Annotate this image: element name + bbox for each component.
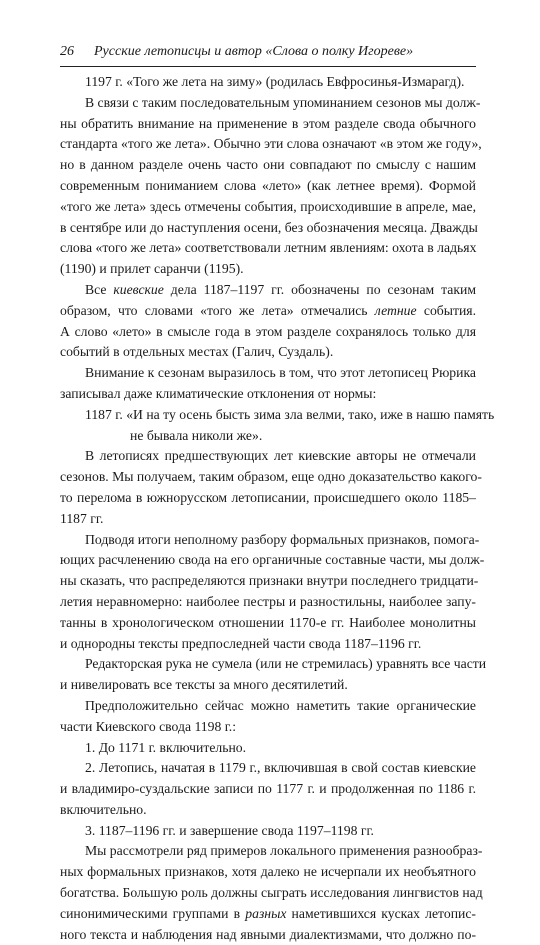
text-line-with-italic: Все киевские дела 1187–1197 гг. обозначены по сезонам таким bbox=[85, 281, 476, 297]
text-line: танны в хронологическом отношении 1170-е гг. Наиболее монолитны bbox=[60, 614, 476, 630]
text-line: ны обратить внимание на применение в этом разделе свода обычного bbox=[60, 115, 476, 131]
text-line: Мы рассмотрели ряд примеров локального применения разнообраз- bbox=[85, 843, 483, 859]
text-line: современным пониманием слова «лето» (как летнее время). Формой bbox=[60, 177, 476, 193]
text-line: «того же лета» здесь отмечены события, происходившие в апреле, мае, bbox=[60, 198, 476, 214]
text-line: (1190) и прилет саранчи (1195). bbox=[60, 261, 244, 277]
text-line: записывал даже климатические отклонения от нормы: bbox=[60, 385, 377, 401]
quote-line: не бывала николи же». bbox=[130, 427, 263, 443]
quote-line: 1187 г. «И на ту осень бысть зима зла велми, тако, иже в нашю память bbox=[85, 406, 495, 422]
text-line: и однородны тексты предпоследней части свода 1187–1196 гг. bbox=[60, 635, 422, 651]
text-line: А слово «лето» в смысле года в этом разделе сохранялось только для bbox=[60, 323, 476, 339]
text-line: В связи с таким последовательным упоминанием сезонов мы долж- bbox=[85, 94, 481, 110]
text-line: 1197 г. «Того же лета на зиму» (родилась Евфросинья-Измарагд). bbox=[85, 74, 465, 89]
page-number: 26 bbox=[60, 44, 74, 59]
text-line-with-italic: образом, что словами «того же лета» отмечались летние события. bbox=[60, 302, 476, 318]
text-line: Редакторская рука не сумела (или не стремилась) уравнять все части bbox=[85, 656, 487, 672]
text-line-with-italic: синонимическими группами в разных наметившихся кусках летопис- bbox=[60, 905, 476, 921]
text-line: ного текста и наблюдения над явными диалектизмами, что должно по- bbox=[60, 926, 476, 942]
text-line: В летописях предшествующих лет киевские авторы не отмечали bbox=[85, 448, 476, 464]
header-rule bbox=[60, 66, 476, 67]
text-line: ющих расчленению свода на его органичные составные части, мы долж- bbox=[60, 552, 485, 568]
running-header bbox=[60, 44, 476, 60]
text-line: Подводя итоги неполному разбору формальных признаков, помога- bbox=[85, 531, 480, 547]
page-body bbox=[60, 72, 495, 945]
text-line: летия неравномерно: наиболее пестры и разностильны, наиболее запу- bbox=[60, 593, 476, 609]
text-line: ных формальных признаков, хотя далеко не исчерпали их необъятного bbox=[60, 864, 476, 880]
text-line: Внимание к сезонам выразилось в том, что этот летописец Рюрика bbox=[85, 365, 476, 381]
text-line: части Киевского свода 1198 г.: bbox=[60, 718, 237, 734]
text-line: в сентябре или до наступления осени, без обозначения месяца. Дважды bbox=[60, 219, 478, 235]
text-line: слова «того же лета» соответствовали летним явлениям: охота в ладьях bbox=[60, 240, 477, 256]
text-line: но в данном разделе очень часто они совпадают по смыслу с нашим bbox=[60, 157, 476, 173]
list-item: 2. Летопись, начатая в 1179 г., включившая в свой состав киевские bbox=[85, 760, 476, 776]
text-line: сезонов. Мы получаем, таким образом, еще одно доказательство какого- bbox=[60, 469, 482, 485]
text-line: ны сказать, что распределяются признаки внутри последнего тридцати- bbox=[60, 573, 479, 589]
list-item: 3. 1187–1196 гг. и завершение свода 1197–1198 гг. bbox=[85, 822, 374, 838]
text-line: то перелома в южнорусском летописании, происшедшего около 1185– bbox=[60, 489, 476, 505]
text-line: и нивелировать все тексты за много десятилетий. bbox=[60, 677, 348, 693]
list-item: 1. До 1171 г. включительно. bbox=[85, 739, 247, 755]
text-line: событий в отдельных местах (Галич, Суздаль). bbox=[60, 344, 334, 360]
running-title: Русские летописцы и автор «Слова о полку Игореве» bbox=[94, 44, 414, 59]
text-line: Предположительно сейчас можно наметить такие органические bbox=[85, 697, 476, 713]
text-line: 1187 гг. bbox=[60, 510, 104, 526]
list-item: включительно. bbox=[60, 801, 147, 817]
list-item: и владимиро-суздальские записи по 1177 г. и продолженная по 1186 г. bbox=[60, 781, 476, 797]
text-line: богатства. Большую роль должны сыграть исследования лингвистов над bbox=[60, 885, 483, 901]
text-line: стандарта «того же лета». Обычно эти слова означают «в этом же году», bbox=[60, 136, 482, 152]
